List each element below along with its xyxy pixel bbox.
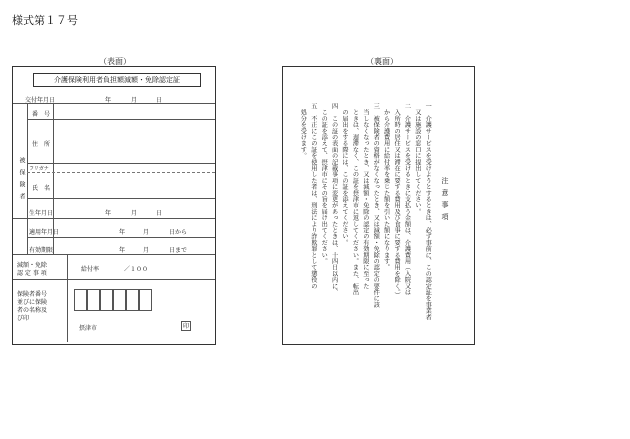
note-line: ときは、遅滞なく、この証を摂津市に返してください。また、転出	[351, 103, 359, 296]
notes-title: 注意事項	[441, 177, 449, 225]
insurer-label-line-4: び印	[17, 315, 30, 322]
note-line: 処分を受けます。	[299, 103, 307, 159]
reduction-label-1: 減額・免除	[17, 262, 48, 269]
front-side-label: （表面）	[99, 57, 131, 66]
birth-year-unit: 年	[105, 210, 112, 217]
note-line: 一 介護サービスを受けようとするときは、必ず事前に、この認定証を事業者	[424, 103, 432, 320]
note-line: この証を添えて、摂津市にその旨を届け出てください。	[320, 103, 328, 265]
note-line: 入所時の居住又は滞在に要する費用及び食事に要する費用を除く。）	[393, 103, 401, 299]
insured-person-label: 被保険者	[18, 157, 25, 205]
insurer-number-box	[113, 289, 126, 311]
column-divider	[27, 103, 28, 254]
applicable-year-unit: 年	[119, 229, 126, 236]
certificate-title: 介護保険利用者負担額減額・免除認定証	[33, 73, 201, 87]
insurer-label-line-3: 者の名称及	[17, 307, 48, 314]
back-side-label: （裏面）	[366, 57, 398, 66]
furigana-divider	[27, 172, 215, 173]
back-notes-card	[282, 66, 475, 345]
front-certificate-card	[12, 66, 216, 345]
applicable-day-unit: 日から	[169, 229, 188, 236]
insurer-number-box	[139, 289, 152, 311]
form-number: 様式第１７号	[12, 14, 78, 27]
row-divider	[13, 103, 215, 104]
note-line: 二 介護サービスを受けるときに支払う金額は、介護費用（入院又は	[403, 103, 411, 296]
birth-month-unit: 月	[131, 210, 138, 217]
insurer-number-box	[87, 289, 100, 311]
note-line: から介護費用に給付率を乗じた額を引いた額になります。	[382, 103, 390, 271]
applicable-month-unit: 月	[143, 229, 150, 236]
issue-date-year-unit: 年	[105, 97, 112, 104]
issue-date-label: 交付年月日	[25, 97, 56, 104]
furigana-label: フリガナ	[29, 166, 49, 172]
note-line: 三 被保険者の資格がなくなったとき、又は減額・免除の認定の要件に該	[372, 103, 380, 308]
column-divider	[67, 254, 68, 342]
applicable-date-label: 適用年月日	[29, 229, 60, 236]
insurer-number-box	[74, 289, 87, 311]
row-divider	[27, 163, 215, 164]
row-divider	[27, 237, 215, 238]
insurer-name: 摂津市	[79, 325, 98, 332]
benefit-rate-value: ／１００	[124, 266, 149, 273]
birth-day-unit: 日	[156, 210, 163, 217]
validity-label: 有効期限	[29, 247, 54, 254]
insurer-label-line-1: 保険者番号	[17, 291, 48, 298]
row-divider	[27, 119, 215, 120]
issue-date-day-unit: 日	[156, 97, 163, 104]
note-line: 当しなくなったとき、又は減額・免除の認定の有効期限に至った	[361, 103, 369, 289]
seal-mark: 印	[182, 323, 189, 330]
insurer-number-box	[100, 289, 113, 311]
insurer-number-box	[126, 289, 139, 311]
reduction-label-2: 認 定 事 項	[17, 270, 47, 277]
note-line: 五 不正にこの証を使用した者は、刑法により詐欺罪として懲役の	[309, 103, 317, 289]
row-divider	[13, 254, 215, 255]
note-line: 四 この証の表面の記載事項に変更があったときは、十四日以内に、	[330, 103, 338, 296]
note-line: の届出をする際には、この証を添えてください。	[341, 103, 349, 246]
issue-date-month-unit: 月	[131, 97, 138, 104]
validity-year-unit: 年	[119, 247, 126, 254]
benefit-rate-label: 給付率	[81, 266, 100, 273]
number-label: 番 号	[32, 111, 51, 118]
notes-text	[297, 103, 432, 343]
note-line: 又は施設の窓口に提出してください。	[413, 103, 421, 215]
address-label: 住 所	[32, 141, 51, 148]
insurer-label-line-2: 並びに保険	[17, 299, 48, 306]
validity-day-unit: 日まで	[169, 247, 188, 254]
validity-month-unit: 月	[143, 247, 150, 254]
row-divider	[27, 198, 215, 199]
row-divider	[13, 279, 215, 280]
row-divider	[13, 218, 215, 219]
name-label: 氏 名	[32, 185, 51, 192]
birth-date-label: 生年月日	[29, 210, 54, 217]
